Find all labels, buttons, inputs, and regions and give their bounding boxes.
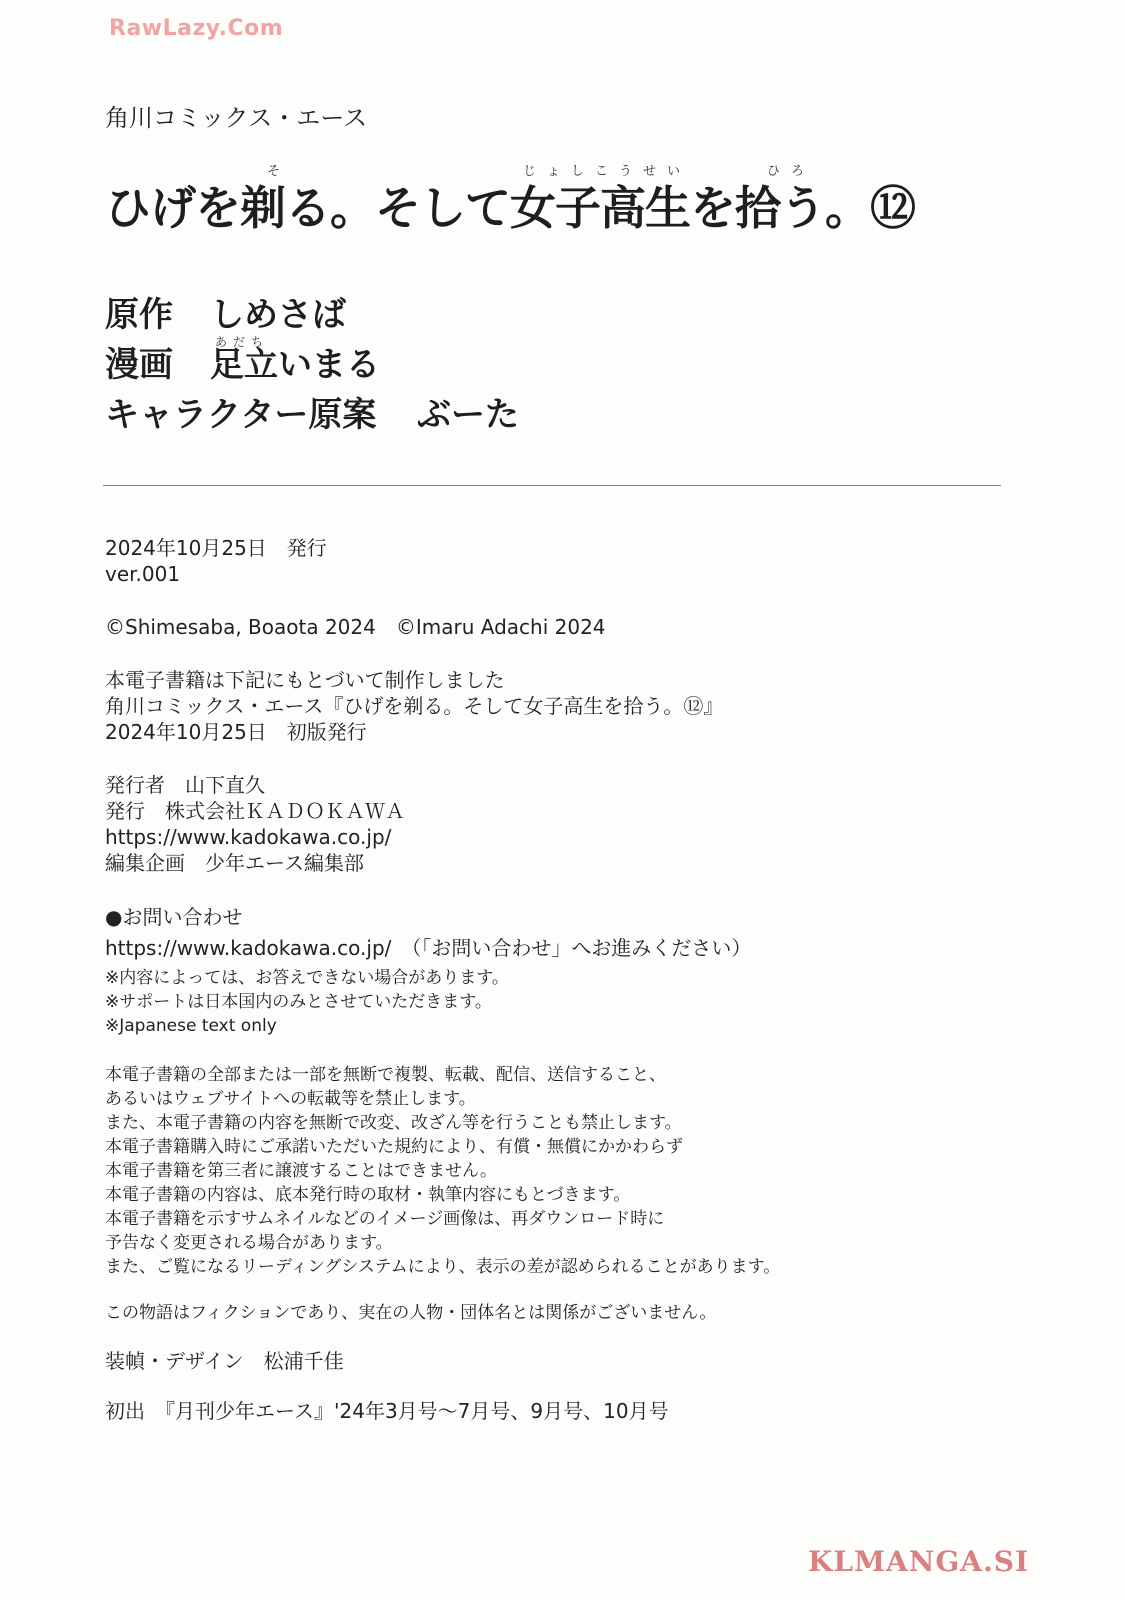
watermark-top: RawLazy.Com — [109, 16, 284, 41]
version: ver.001 — [105, 562, 181, 586]
legal-line: 本電子書籍の内容は、底本発行時の取材・執筆内容にもとづきます。 — [105, 1185, 631, 1205]
credit-character-name: ぶーた — [417, 395, 519, 435]
publisher-url: https://www.kadokawa.co.jp/ — [105, 825, 392, 849]
ruby-joshikousei: じょしこうせい — [523, 164, 692, 179]
legal-line: 予告なく変更される場合があります。 — [105, 1233, 393, 1253]
based-on-line-2: 角川コミックス・エース『ひげを剃る。そして女子高生を拾う。⑫』 — [105, 694, 724, 718]
publish-date: 2024年10月25日 発行 — [105, 536, 327, 560]
design-credit: 装幀・デザイン 松浦千佳 — [105, 1349, 344, 1373]
legal-line: また、本電子書籍の内容を無断で改変、改ざん等を行うことも禁止します。 — [105, 1113, 682, 1133]
legal-line: 本電子書籍を第三者に譲渡することはできません。 — [105, 1161, 498, 1181]
ruby-sori: そ — [267, 164, 292, 179]
editorial-dept: 編集企画 少年エース編集部 — [105, 851, 364, 875]
credit-original-role: 原作 — [105, 295, 173, 335]
legal-line: 本電子書籍購入時にご承諾いただいた規約により、有償・無償にかかわらず — [105, 1137, 683, 1157]
section-divider — [103, 485, 1001, 486]
ruby-adachi: あだち — [215, 335, 270, 349]
based-on-line-3: 2024年10月25日 初版発行 — [105, 720, 367, 744]
legal-line: 本電子書籍の全部または一部を無断で複製、転載、配信、送信すること、 — [105, 1065, 666, 1085]
inquiry-note-2: ※サポートは日本国内のみとさせていただきます。 — [105, 992, 492, 1012]
inquiry-url-line: https://www.kadokawa.co.jp/ （「お問い合わせ」へお進みください） — [105, 936, 752, 960]
credit-character — [105, 395, 519, 435]
fiction-notice: この物語はフィクションであり、実在の人物・団体名とは関係がございません。 — [105, 1303, 717, 1323]
credit-manga-role: 漫画 — [105, 345, 173, 385]
legal-line: 本電子書籍を示すサムネイルなどのイメージ画像は、再ダウンロード時に — [105, 1209, 665, 1229]
credit-original — [105, 295, 346, 335]
publisher-person: 発行者 山下直久 — [105, 773, 265, 797]
credit-manga — [105, 345, 380, 385]
first-appearance: 初出 『月刊少年エース』'24年3月号〜7月号、9月号、10月号 — [105, 1399, 669, 1423]
copyright: ©Shimesaba, Boaota 2024 ©Imaru Adachi 2024 — [105, 615, 606, 639]
inquiry-heading: ●お問い合わせ — [105, 905, 243, 929]
title-ruby-line — [105, 160, 915, 180]
legal-line: また、ご覧になるリーディングシステムにより、表示の差が認められることがあります。 — [105, 1257, 781, 1277]
based-on-line-1: 本電子書籍は下記にもとづいて制作しました — [105, 668, 505, 692]
title-block — [105, 160, 915, 236]
credit-character-role: キャラクター原案 — [105, 395, 377, 435]
inquiry-note-3: ※Japanese text only — [105, 1016, 277, 1036]
imprint-label: 角川コミックス・エース — [105, 104, 368, 132]
book-title: ひげを剃る。そして女子高生を拾う。⑫ — [105, 181, 915, 235]
credit-original-name: しめさば — [210, 295, 346, 335]
credit-manga-name: 足立いまる — [210, 345, 380, 385]
ruby-hiro: ひろ — [767, 164, 816, 179]
publisher-company: 発行 株式会社ＫＡＤＯＫＡＷＡ — [105, 799, 405, 823]
legal-line: あるいはウェブサイトへの転載等を禁止します。 — [105, 1089, 476, 1109]
watermark-bottom: KLMANGA.SI — [808, 1545, 1030, 1578]
inquiry-note-1: ※内容によっては、お答えできない場合があります。 — [105, 968, 509, 988]
